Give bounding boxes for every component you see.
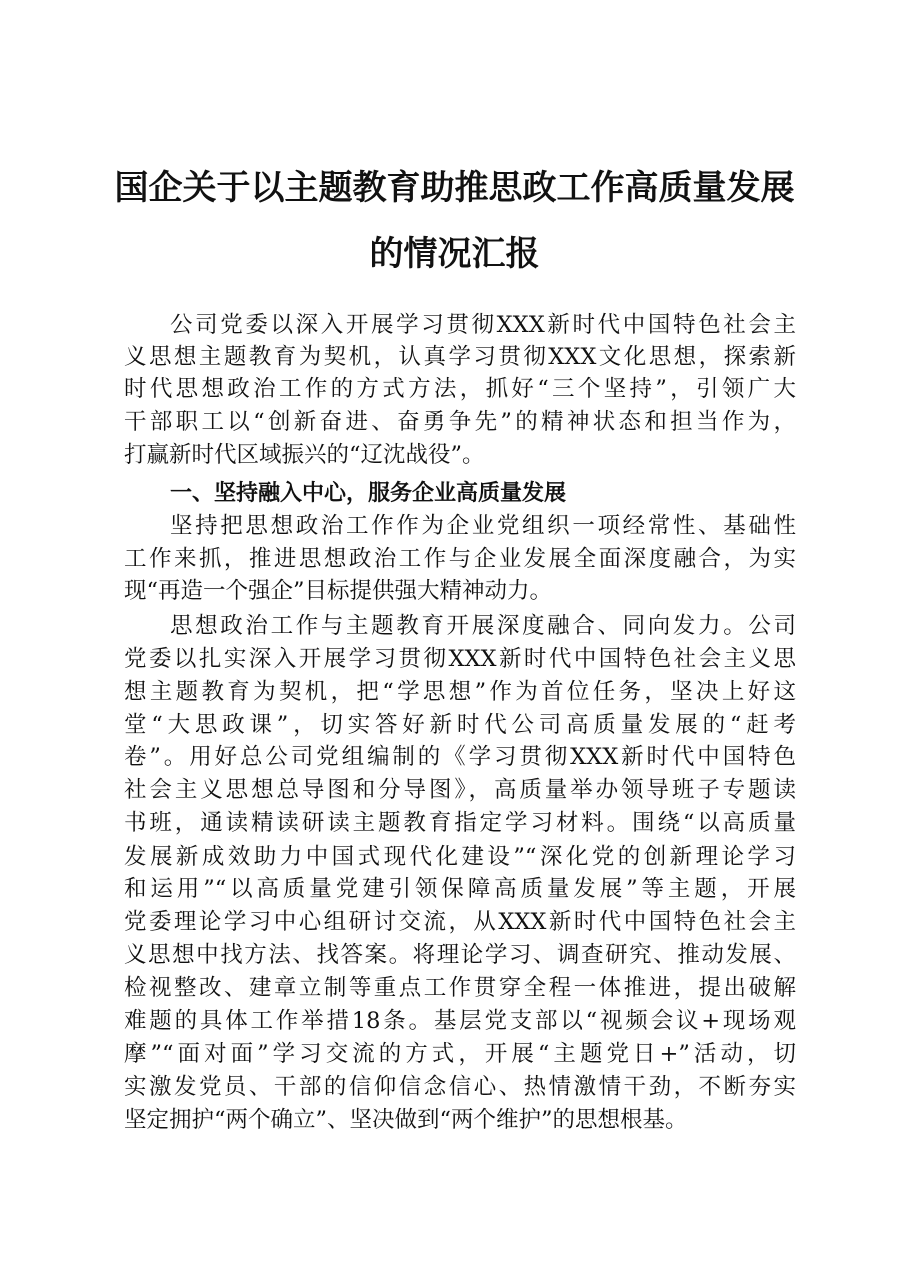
paragraph-line: 坚持把思想政治工作作为企业党组织一项经常性、基础性	[170, 513, 796, 539]
paragraph-line: 打赢新时代区域振兴的“辽沈战役”。	[124, 442, 485, 468]
paragraph-line: 难题的具体工作举措18条。基层党支部以“视频会议+现场观	[124, 1008, 796, 1034]
paragraph-line: 义思想中找方法、找答案。将理论学习、调查研究、推动发展、	[124, 942, 796, 968]
paragraph-line: 检视整改、建章立制等重点工作贯穿全程一体推进，提出破解	[124, 975, 796, 1001]
paragraph-line: 摩”“面对面”学习交流的方式，开展“主题党日+”活动，切	[124, 1041, 796, 1067]
document-title-line-1: 国企关于以主题教育助推思政工作高质量发展	[114, 168, 795, 208]
paragraph-line: 实激发党员、干部的信仰信念信心、热情激情干劲，不断夯实	[124, 1074, 796, 1100]
paragraph-line: 党委理论学习中心组研讨交流，从XXX新时代中国特色社会主	[124, 909, 796, 935]
paragraph-line: 卷”。用好总公司党组编制的《学习贯彻XXX新时代中国特色	[124, 744, 796, 770]
document-title-line-2: 的情况汇报	[369, 234, 540, 274]
paragraph-line: 和运用”“以高质量党建引领保障高质量发展”等主题，开展	[124, 876, 796, 902]
paragraph-line: 干部职工以“创新奋进、奋勇争先”的精神状态和担当作为，	[124, 409, 796, 435]
paragraph-line: 党委以扎实深入开展学习贯彻XXX新时代中国特色社会主义思	[124, 646, 796, 672]
paragraph-line: 书班，通读精读研读主题教育指定学习材料。围绕“以高质量	[124, 810, 796, 836]
paragraph-line: 堂“大思政课”，切实答好新时代公司高质量发展的“赶考	[124, 712, 796, 738]
paragraph-line: 坚定拥护“两个确立”、坚决做到“两个维护”的思想根基。	[124, 1107, 688, 1133]
paragraph-line: 想主题教育为契机，把“学思想”作为首位任务，坚决上好这	[124, 679, 796, 705]
section-heading-1: 一、坚持融入中心，服务企业高质量发展	[170, 481, 567, 506]
paragraph-line: 公司党委以深入开展学习贯彻XXX新时代中国特色社会主	[170, 312, 796, 338]
paragraph-line: 义思想主题教育为契机，认真学习贯彻XXX文化思想，探索新	[124, 344, 796, 370]
paragraph-line: 思想政治工作与主题教育开展深度融合、同向发力。公司	[170, 613, 796, 639]
paragraph-line: 工作来抓，推进思想政治工作与企业发展全面深度融合，为实	[124, 546, 796, 572]
paragraph-line: 社会主义思想总导图和分导图》，高质量举办领导班子专题读	[124, 777, 796, 803]
paragraph-line: 发展新成效助力中国式现代化建设”“深化党的创新理论学习	[124, 844, 796, 870]
paragraph-line: 时代思想政治工作的方式方法，抓好“三个坚持”，引领广大	[124, 376, 796, 402]
paragraph-line: 现“再造一个强企”目标提供强大精神动力。	[124, 578, 553, 604]
